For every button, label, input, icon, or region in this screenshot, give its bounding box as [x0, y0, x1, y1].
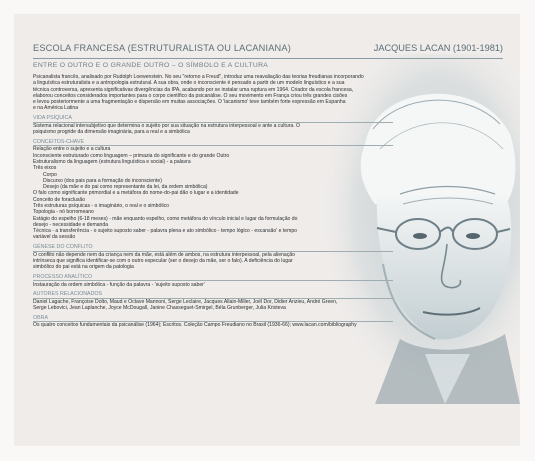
section-line: Serge Lebovici, Jean Laplanche, Joyce McDougall, Janine Chasseguet-Smirgel, Béla Grunberger, Julia Kristeva: [33, 305, 286, 312]
sections-container: [33, 115, 393, 329]
section-title: GÉNESE DO CONFLITO: [33, 243, 93, 250]
author-name: JACQUES LACAN (1901-1981): [373, 43, 503, 53]
section: [33, 291, 393, 311]
intro-line: a linguística estruturalista e a antropologia estrutural. A sua obra, onde o inconsciente é pensado a partir de um modelo linguístico e a sua: [33, 80, 345, 87]
section: [33, 139, 393, 241]
poster-card: [14, 14, 520, 446]
section-line: Instauração da ordem simbólica - função da palavra - 'sujeito suposto saber': [33, 281, 205, 288]
section-line: O falo como significante primordial e a metáfora do nome-do-pai dão o lugar e a identidade: [33, 190, 239, 197]
section: [33, 274, 393, 288]
section-line: Estágio do espelho (6-18 meses) - mãe enquanto espelho, como metáfora do vínculo inicial e lugar da formulação do: [33, 215, 298, 222]
section-line: Estruturalismo da linguagem (estrutura linguística e social) - a palavra: [33, 158, 191, 165]
section: [33, 244, 393, 271]
section-line: intrínseca que significa identificar-se com o outro especular (ser o desejo da mãe, ser o falo). A deficiência do lugar: [33, 258, 293, 265]
section-line: O conflito não depende nem da criança nem da mãe, está além de ambos, na estrutura interpessoal, pela alienação: [33, 251, 295, 258]
section-title: CONCEITOS-CHAVE: [33, 138, 85, 145]
section-line: Discurso (dos pais para a formação do inconsciente): [43, 177, 162, 184]
intro-line: elaborou conceitos considerados importantes para o corpo científico da psicanálise. O seu movimento em França criou três grandes cisões: [33, 92, 348, 99]
section-line: variável da sessão: [33, 234, 76, 241]
header: [33, 43, 503, 69]
section-line: Inconsciente estruturado como linguagem – primazia do significante e do grande Outro: [33, 152, 230, 159]
section-line: Sistema relacional intersubjetivo que determina o sujeito por sua situação na estrutura interpessoal e ante a cultura. O: [33, 122, 301, 129]
intro-line: técnica controversa, apresenta significativas divergências da IPA, acabando por se instalar uma ruptura em 1964. Criador da escola francesa,: [33, 86, 354, 93]
section-title: OBRA: [33, 314, 49, 321]
section-line: Corpo: [43, 171, 57, 178]
section-line: psiquismo progride da dimensão imaginária, para a real e a simbólica: [33, 129, 190, 136]
intro-line: e na América Latina: [33, 105, 79, 112]
section-line: Conceito de foraclusão: [33, 196, 86, 203]
header-divider: [33, 58, 503, 59]
content-body: [33, 74, 393, 329]
section-line: Relação entre o sujeito e a cultura: [33, 146, 111, 153]
section-title: AUTORES RELACIONADOS: [33, 291, 103, 298]
section-title: VIDA PSÍQUICA: [33, 114, 72, 121]
intro-line: e levou posteriormente a uma fragmentação e dispersão em muitas associações. O 'lacanismo' teve também forte expressão em Espanha: [33, 99, 346, 106]
section-line: Três eixos: [33, 165, 57, 172]
section-line: simbólico do pai está na origem da patologia: [33, 264, 134, 271]
section-line: Topologia - nó borromeano: [33, 209, 94, 216]
section-line: Daniel Lagache, Françoise Dolto, Maud e Octave Mannoni, Serge Leclaire, Jacques Allain-Miller, Joël Dor, Didier Anzieu, André Green,: [33, 298, 338, 305]
section-title: PROCESSO ANALÍTICO: [33, 273, 93, 280]
page-title: ESCOLA FRANCESA (ESTRUTURALISTA OU LACANIANA): [33, 43, 291, 53]
section-line: Técnica - a transferência - o sujeito suposto saber - palavra plena e ato simbólico - tempo lógico - escansão' e tempo: [33, 228, 298, 235]
intro-line: Psicanalista francês, analisado por Rudolph Loewenstein. No seu "retorno a Freud", introduz uma reavaliação das teorias freudianas incorporando: [33, 74, 364, 80]
section-line: Os quatro conceitos fundamentais da psicanálise (1964); Escritos. Coleção Campo Freudiano no Brasil (1936-66); www.lacan.com/bibliography: [33, 322, 357, 329]
intro-paragraph: [33, 74, 393, 112]
section: [33, 315, 393, 329]
section-line: desejo - necessidade e demanda: [33, 221, 109, 228]
section: [33, 115, 393, 135]
page-subtitle: ENTRE O OUTRO E O GRANDE OUTRO – O SÍMBOLO E A CULTURA: [33, 62, 269, 69]
section-line: Desejo (da mãe e do pai como representante da lei, da ordem simbólica): [43, 184, 208, 191]
section-line: Três estruturas psíquicas - o imaginário, o real e o simbólico: [33, 202, 169, 209]
